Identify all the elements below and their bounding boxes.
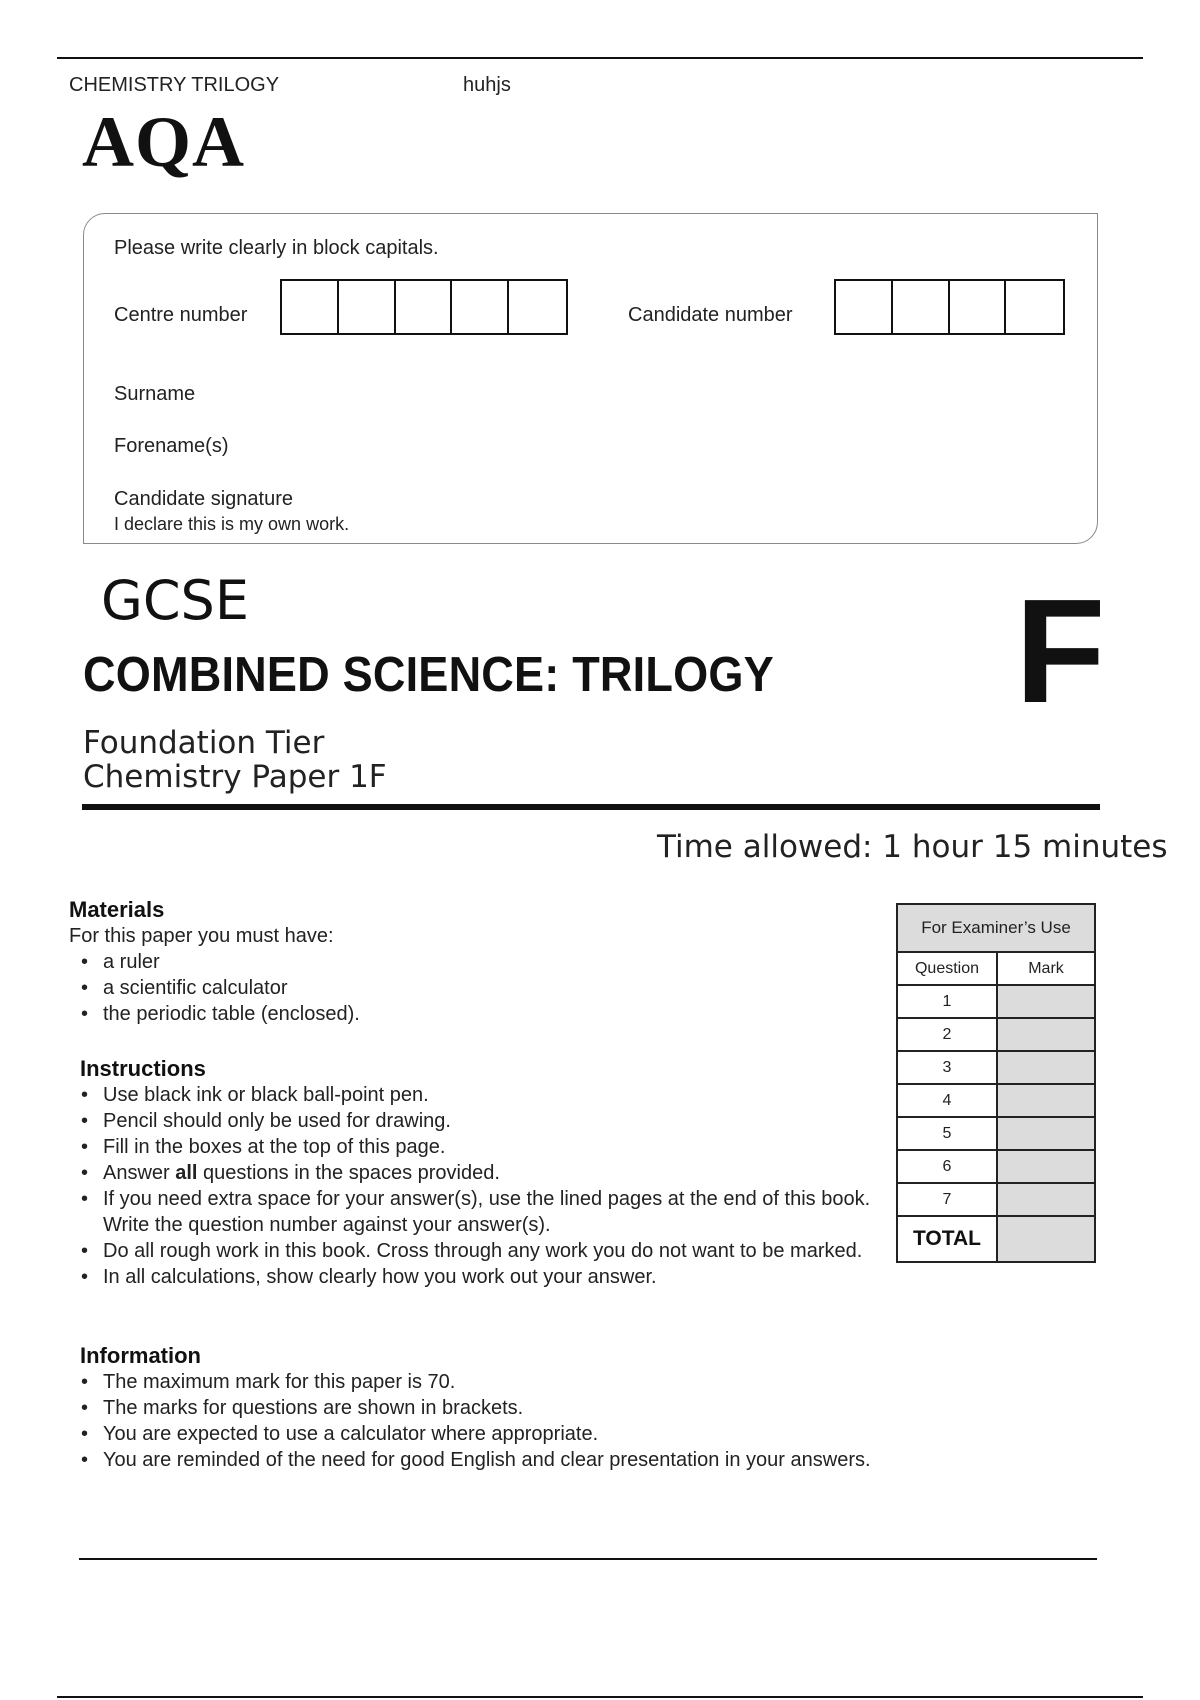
list-item: • The maximum mark for this paper is 70. (69, 1369, 1069, 1395)
qualification-title: GCSE (101, 569, 249, 632)
centre-number-digit[interactable] (509, 281, 566, 333)
forenames-label: Forename(s) (114, 435, 229, 457)
question-number: 3 (898, 1052, 998, 1083)
bottom-rule (79, 1558, 1097, 1560)
information-list (69, 1369, 1069, 1473)
centre-number-digit[interactable] (339, 281, 396, 333)
answer-all-suffix: questions in the spaces provided. (197, 1162, 500, 1184)
question-number: 6 (898, 1151, 998, 1182)
answer-all-emphasis: all (175, 1162, 198, 1184)
question-number: 5 (898, 1118, 998, 1149)
instructions-list (69, 1082, 889, 1290)
signature-label: Candidate signature (114, 488, 294, 510)
materials-list (69, 949, 869, 1027)
block-capitals-instruction: Please write clearly in block capitals. (114, 237, 439, 259)
examiners-table-header (898, 953, 1094, 986)
question-number: 4 (898, 1085, 998, 1116)
table-row (898, 1052, 1094, 1085)
table-row (898, 1151, 1094, 1184)
table-row (898, 1019, 1094, 1052)
list-item: • Do all rough work in this book. Cross through any work you do not want to be marked. (69, 1238, 889, 1264)
total-mark-cell[interactable] (998, 1217, 1094, 1261)
list-item: • a ruler (69, 949, 869, 975)
own-work-declaration: I declare this is my own work. (114, 514, 350, 534)
list-item: • You are reminded of the need for good English and clear presentation in your answers. (69, 1447, 1069, 1473)
list-item: • The marks for questions are shown in brackets. (69, 1395, 1069, 1421)
information-heading: Information (80, 1343, 201, 1368)
header-code: huhjs (463, 74, 511, 96)
surname-label: Surname (114, 383, 196, 405)
total-label: TOTAL (898, 1217, 998, 1261)
paper-name: Chemistry Paper 1F (83, 759, 387, 795)
aqa-logo: AQA (82, 102, 245, 182)
candidate-number-digit[interactable] (836, 281, 893, 333)
table-row (898, 1184, 1094, 1217)
header-subject: CHEMISTRY TRILOGY (69, 74, 280, 96)
question-column-header: Question (898, 953, 998, 984)
candidate-number-digit[interactable] (893, 281, 950, 333)
list-item: • Pencil should only be used for drawing. (69, 1108, 889, 1134)
materials-heading: Materials (69, 897, 165, 922)
list-item: • Fill in the boxes at the top of this page. (69, 1134, 889, 1160)
instructions-heading: Instructions (80, 1056, 206, 1081)
top-rule (57, 57, 1143, 59)
tier-name: Foundation Tier (83, 725, 325, 761)
mark-cell[interactable] (998, 1085, 1094, 1116)
mark-cell[interactable] (998, 1052, 1094, 1083)
materials-intro: For this paper you must have: (69, 925, 334, 947)
title-rule (82, 804, 1100, 810)
subject-title: COMBINED SCIENCE: TRILOGY (83, 648, 774, 702)
examiners-use-title: For Examiner’s Use (898, 905, 1094, 953)
candidate-number-digit[interactable] (1006, 281, 1063, 333)
candidate-number-label: Candidate number (628, 304, 793, 326)
table-row (898, 986, 1094, 1019)
examiners-use-table (896, 903, 1096, 1263)
centre-number-digit[interactable] (396, 281, 453, 333)
mark-cell[interactable] (998, 1184, 1094, 1215)
centre-number-field[interactable] (280, 279, 568, 335)
footer-rule (57, 1696, 1143, 1698)
mark-cell[interactable] (998, 1151, 1094, 1182)
candidate-number-digit[interactable] (950, 281, 1007, 333)
list-item: • the periodic table (enclosed). (69, 1001, 869, 1027)
total-row (898, 1217, 1094, 1261)
list-item: • If you need extra space for your answer(s), use the lined pages at the end of this book. Write the question number against your answer(s). (69, 1186, 889, 1238)
list-item: • a scientific calculator (69, 975, 869, 1001)
candidate-number-field[interactable] (834, 279, 1065, 335)
list-item: • In all calculations, show clearly how you work out your answer. (69, 1264, 889, 1290)
mark-cell[interactable] (998, 1019, 1094, 1050)
question-number: 2 (898, 1019, 998, 1050)
list-item (69, 1160, 889, 1186)
table-row (898, 1085, 1094, 1118)
time-allowed: Time allowed: 1 hour 15 minutes (657, 829, 1168, 865)
mark-cell[interactable] (998, 986, 1094, 1017)
centre-number-label: Centre number (114, 304, 248, 326)
tier-letter: F (1015, 569, 1106, 734)
mark-cell[interactable] (998, 1118, 1094, 1149)
centre-number-digit[interactable] (452, 281, 509, 333)
answer-all-prefix: Answer (103, 1162, 176, 1184)
list-item: • Use black ink or black ball-point pen. (69, 1082, 889, 1108)
question-number: 7 (898, 1184, 998, 1215)
list-item: • You are expected to use a calculator where appropriate. (69, 1421, 1069, 1447)
question-number: 1 (898, 986, 998, 1017)
mark-column-header: Mark (998, 953, 1094, 984)
centre-number-digit[interactable] (282, 281, 339, 333)
table-row (898, 1118, 1094, 1151)
